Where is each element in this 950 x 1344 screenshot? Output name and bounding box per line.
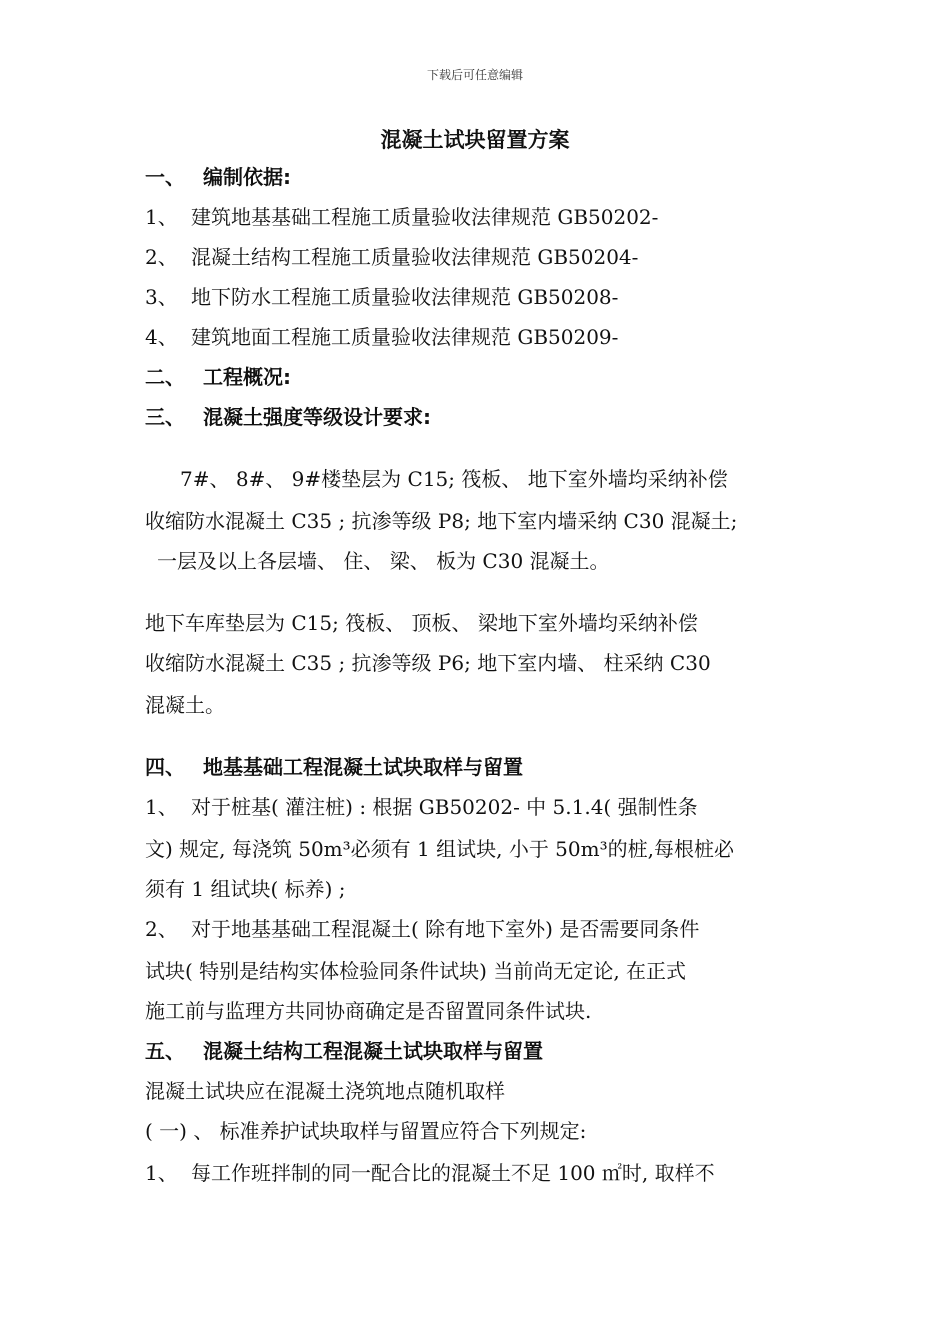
section-heading-2: 二、 工程概况: — [145, 365, 291, 389]
paragraph-line: 混凝土试块应在混凝土浇筑地点随机取样 — [145, 1079, 505, 1103]
paragraph-line: 施工前与监理方共同协商确定是否留置同条件试块. — [145, 999, 592, 1023]
section-heading-5: 五、 混凝土结构工程混凝土试块取样与留置 — [145, 1039, 543, 1063]
paragraph-line: 文) 规定, 每浇筑 50m³必须有 1 组试块, 小于 50m³的桩,每根桩必 — [145, 837, 734, 861]
basis-item-4: 4、 建筑地面工程施工质量验收法律规范 GB50209- — [145, 325, 619, 349]
paragraph-line: 须有 1 组试块( 标养) ; — [145, 877, 346, 901]
document-title: 混凝土试块留置方案 — [380, 128, 570, 152]
list-item: 2、 对于地基基础工程混凝土( 除有地下室外) 是否需要同条件 — [145, 917, 700, 941]
basis-item-3: 3、 地下防水工程施工质量验收法律规范 GB50208- — [145, 285, 619, 309]
list-item: 1、 每工作班拌制的同一配合比的混凝土不足 100 ㎡时, 取样不 — [145, 1161, 715, 1185]
list-item: 1、 对于桩基( 灌注桩) : 根据 GB50202- 中 5.1.4( 强制性条 — [145, 795, 698, 819]
paragraph-line: 地下车库垫层为 C15; 筏板、 顶板、 梁地下室外墙均采纳补偿 — [145, 611, 698, 635]
basis-item-1: 1、 建筑地基基础工程施工质量验收法律规范 GB50202- — [145, 205, 659, 229]
header-note: 下载后可任意编辑 — [426, 68, 523, 82]
paragraph-line: 混凝土。 — [145, 693, 225, 717]
section-heading-1: 一、 编制依据: — [145, 165, 291, 189]
section-heading-4: 四、 地基基础工程混凝土试块取样与留置 — [145, 755, 523, 779]
paragraph-line: 7#、 8#、 9#楼垫层为 C15; 筏板、 地下室外墙均采纳补偿 — [180, 467, 728, 491]
paragraph-line: 收缩防水混凝土 C35 ; 抗渗等级 P8; 地下室内墙采纳 C30 混凝土; — [145, 509, 738, 533]
paragraph-line: ( 一) 、 标准养护试块取样与留置应符合下列规定: — [145, 1119, 587, 1143]
paragraph-line: 一层及以上各层墙、 住、 梁、 板为 C30 混凝土。 — [157, 549, 610, 573]
paragraph-line: 收缩防水混凝土 C35 ; 抗渗等级 P6; 地下室内墙、 柱采纳 C30 — [145, 651, 711, 675]
section-heading-3: 三、 混凝土强度等级设计要求: — [145, 405, 431, 429]
basis-item-2: 2、 混凝土结构工程施工质量验收法律规范 GB50204- — [145, 245, 639, 269]
paragraph-line: 试块( 特别是结构实体检验同条件试块) 当前尚无定论, 在正式 — [145, 959, 687, 983]
